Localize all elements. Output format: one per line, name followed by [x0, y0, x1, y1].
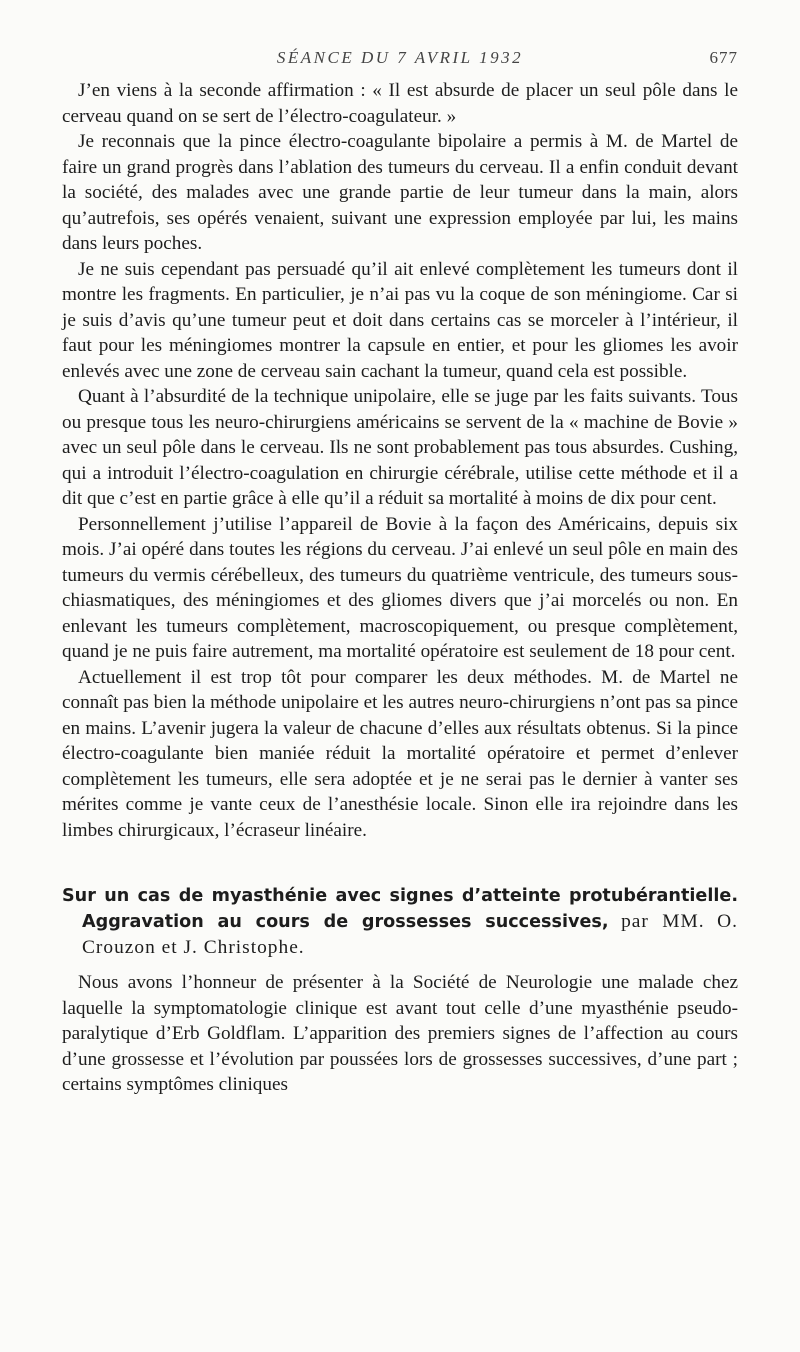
- paragraph: Nous avons l’honneur de présenter à la Société de Neurologie une malade chez laquelle la symptomatologie clinique est avant tout celle d’une myasthénie pseudo-paralytique d’Erb Goldflam. L’apparition des premiers signes de l’affection au cours d’une grossesse et l’évolution par poussées lors de grossesses successives, d’une part ; certains symptômes cliniques: [62, 972, 738, 1095]
- page-number: 677: [709, 48, 738, 67]
- section-title-text: Sur un cas de myasthénie avec signes d’atteinte protubérantielle. Aggravation au cours de grossesses successives,: [62, 886, 738, 932]
- paragraph: Personnellement j’utilise l’appareil de Bovie à la façon des Américains, depuis six mois. J’ai opéré dans toutes les régions du cerveau. J’ai enlevé un seul pôle en main des tumeurs du vermis cérébelleux, des tumeurs du quatrième ventricule, des tumeurs sous-chiasmatiques, des méningiomes et des gliomes divers que j’ai morcelés ou non. En enlevant les tumeurs complètement, macroscopiquement, ou presque complètement, quand je ne puis faire autrement, ma mortalité opératoire est seulement de 18 pour cent.: [62, 513, 738, 662]
- section-authors-prefix: par MM.: [621, 911, 705, 932]
- paragraph: Je reconnais que la pince électro-coagulante bipolaire a permis à M. de Martel de faire un grand progrès dans l’ablation des tumeurs du cerveau. Il a enfin conduit devant la société, des malades avec une grande partie de leur tumeur dans la main, alors qu’autrefois, ses opérés venaient, suivant une expression employée par lui, les mains dans leurs poches.: [62, 131, 738, 254]
- running-title: SÉANCE DU 7 AVRIL 1932: [276, 48, 524, 67]
- paragraph: J’en viens à la seconde affirmation : « Il est absurde de placer un seul pôle dans le cerveau quand on se sert de l’électro-coagulateur. »: [62, 80, 738, 127]
- main-text: [62, 78, 738, 843]
- section-spacer: [62, 843, 738, 883]
- paragraph: Actuellement il est trop tôt pour comparer les deux méthodes. M. de Martel ne connaît pas bien la méthode unipolaire et les autres neuro-chirurgiens n’ont pas sa pince en mains. L’avenir jugera la valeur de chacune d’elles aux résultats obtenus. Si la pince électro-coagulante bien maniée réduit la mortalité opératoire et permet d’enlever complètement les tumeurs, elle sera adoptée et je ne serai pas le dernier à vanter ses mérites comme je vante ceux de l’anesthésie locale. Sinon elle ira rejoindre dans les limbes chirurgicaux, l’écraseur linéaire.: [62, 666, 738, 841]
- paragraph: Quant à l’absurdité de la technique unipolaire, elle se juge par les faits suivants. Tous ou presque tous les neuro-chirurgiens américains se servent de la « machine de Bovie » avec un seul pôle dans le cerveau. Ils ne sont probablement pas tous absurdes. Cushing, qui a introduit l’électro-coagulation en chirurgie cérébrale, utilise cette méthode et il a dit que c’est en partie grâce à elle qu’il a réduit sa mortalité à moins de dix pour cent.: [62, 386, 738, 509]
- section-authors: O. Crouzon et J. Christophe.: [82, 911, 738, 958]
- section-title: [62, 883, 738, 960]
- section-text: [62, 970, 738, 1098]
- running-header: [62, 48, 738, 78]
- paragraph: Je ne suis cependant pas persuadé qu’il ait enlevé complètement les tumeurs dont il montre les fragments. En particulier, je n’ai pas vu la coque de son méningiome. Car si je suis d’avis qu’une tumeur peut et doit dans certains cas se morceler à l’intérieur, il faut pour les méningiomes montrer la capsule en entier, et pour les gliomes les avoir enlevés avec une zone de cerveau sain cachant la tumeur, quand cela est possible.: [62, 258, 738, 382]
